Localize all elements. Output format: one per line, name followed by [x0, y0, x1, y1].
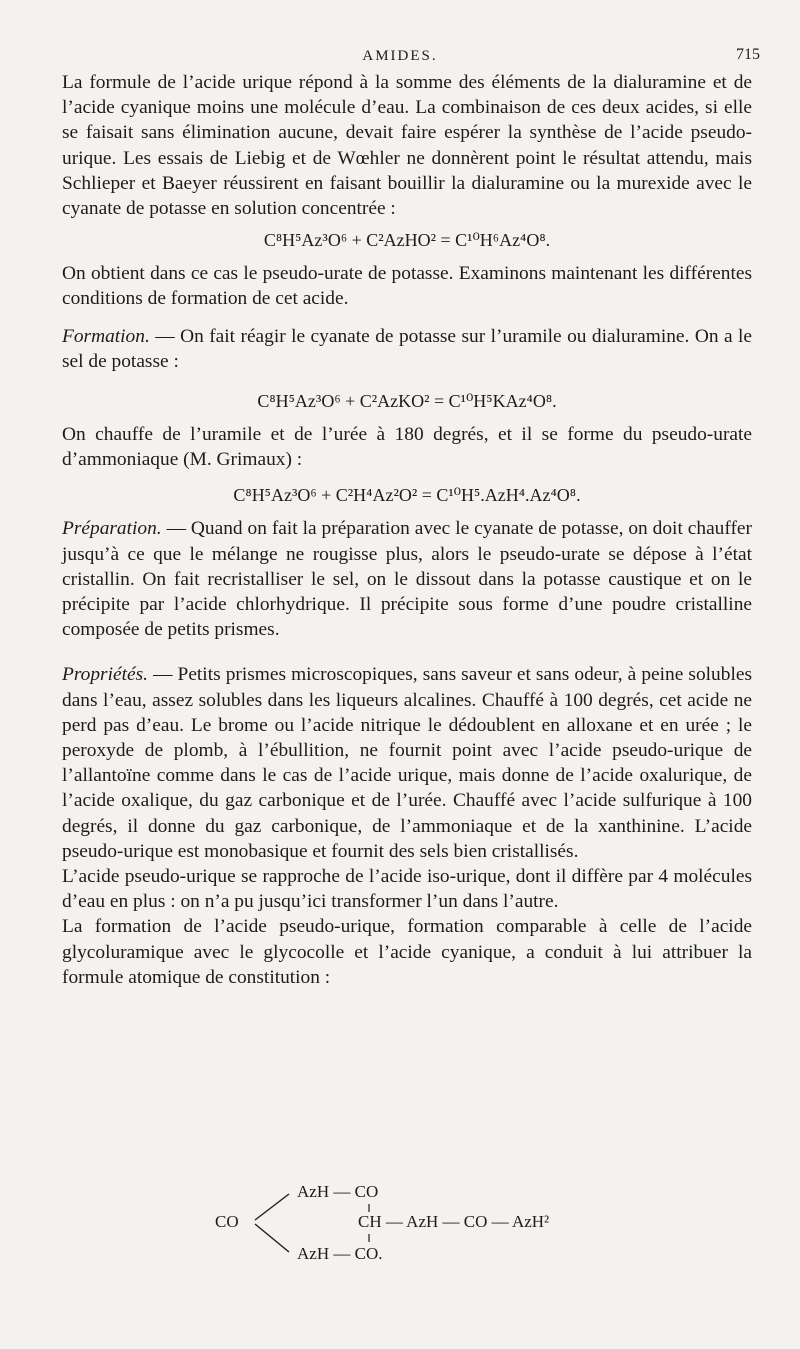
- section-title-formation: Formation.: [62, 325, 150, 347]
- paragraph-pseudo-urate: On obtient dans ce cas le pseudo-urate de potasse. Examinons maintenant les différentes conditions de formation de cet acide.: [62, 263, 752, 310]
- page-header: [0, 46, 800, 70]
- structure-top: AzH — CO: [297, 1182, 379, 1201]
- body-text: [62, 70, 752, 990]
- structure-left: CO: [215, 1212, 239, 1231]
- formula-ammonium-salt: C⁸H⁵Az³O⁶ + C²H⁴Az²O² = C¹⁰H⁵.AzH⁴.Az⁴O⁸.: [233, 485, 581, 506]
- paragraph-ammonium: On chauffe de l’uramile et de l’urée à 180 degrés, et il se forme du pseudo-urate d’ammoniaque (M. Grimaux) :: [62, 424, 752, 471]
- section-title-preparation: Préparation.: [62, 518, 162, 540]
- structure-middle: CH — AzH — CO — AzH²: [358, 1212, 550, 1231]
- structure-bottom: AzH — CO.: [297, 1244, 383, 1263]
- structural-formula: [215, 1180, 595, 1270]
- formula-potassium-salt: C⁸H⁵Az³O⁶ + C²AzKO² = C¹⁰H⁵KAz⁴O⁸.: [257, 391, 557, 412]
- paragraph-preparation: [62, 516, 752, 642]
- section-title-properties: Propriétés.: [62, 664, 148, 686]
- paragraph-intro: La formule de l’acide urique répond à la somme des éléments de la dialuramine et de l’acide cyanique moins une molécule d’eau. La combinaison de ces deux acides, si elle se faisait sans élimination aucune, devait faire espérer la synthèse de l’acide pseudo-urique. Les essais de Liebig et de Wœhler ne donnèrent point le résultat attendu, mais Schlieper et Baeyer réussirent en faisant bouillir la dialuramine ou la murexide avec le cyanate de potasse en solution concentrée :: [62, 72, 752, 220]
- paragraph-formation-text: — On fait réagir le cyanate de potasse sur l’uramile ou dialuramine. On a le sel de potasse :: [62, 325, 752, 372]
- formula-synthesis: C⁸H⁵Az³O⁶ + C²AzHO² = C¹⁰H⁶Az⁴O⁸.: [263, 230, 551, 251]
- paragraph-formation: [62, 324, 752, 374]
- paragraph-preparation-text: — Quand on fait la préparation avec le cyanate de potasse, on doit chauffer jusqu’à ce que le mélange ne rougisse plus, alors le pseudo-urate se dépose à l’état cristallin. On fait recristalliser le sel, on le dissout dans la potasse caustique et on le précipite par l’acide chlorhydrique. Il précipite sous forme d’une poudre cristalline composée de petits prismes.: [62, 518, 752, 641]
- paragraph-constitution: La formation de l’acide pseudo-urique, formation comparable à celle de l’acide glycoluramique avec le glycocolle et l’acide cyanique, a conduit à lui attribuer la formule atomique de constitution :: [62, 916, 752, 988]
- running-head: AMIDES.: [362, 48, 438, 64]
- paragraph-properties-text: — Petits prismes microscopiques, sans saveur et sans odeur, à peine solubles dans l’eau, assez solubles dans les liqueurs alcalines. Chauffé à 100 degrés, cet acide ne perd pas d’eau. Le brome ou l’acide nitrique le dédoublent en alloxane et en urée ; le peroxyde de plomb, à l’ébullition, ne fournit point avec l’acide pseudo-urique de l’allantoïne comme dans le cas de l’acide urique, mais donne de l’acide oxalurique, de l’acide oxalique, du gaz carbonique et de l’urée. Chauffé avec l’acide sulfurique à 100 degrés, il donne du gaz carbonique, de l’ammoniaque et de la xanthinine. L’acide pseudo-urique est monobasique et fournit des sels bien cristallisés.: [62, 664, 752, 862]
- page-number: 715: [736, 46, 760, 63]
- paragraph-properties: [62, 662, 752, 864]
- paragraph-iso-uric: L’acide pseudo-urique se rapproche de l’acide iso-urique, dont il diffère par 4 molécules d’eau en plus : on n’a pu jusqu’ici transformer l’un dans l’autre.: [62, 866, 752, 913]
